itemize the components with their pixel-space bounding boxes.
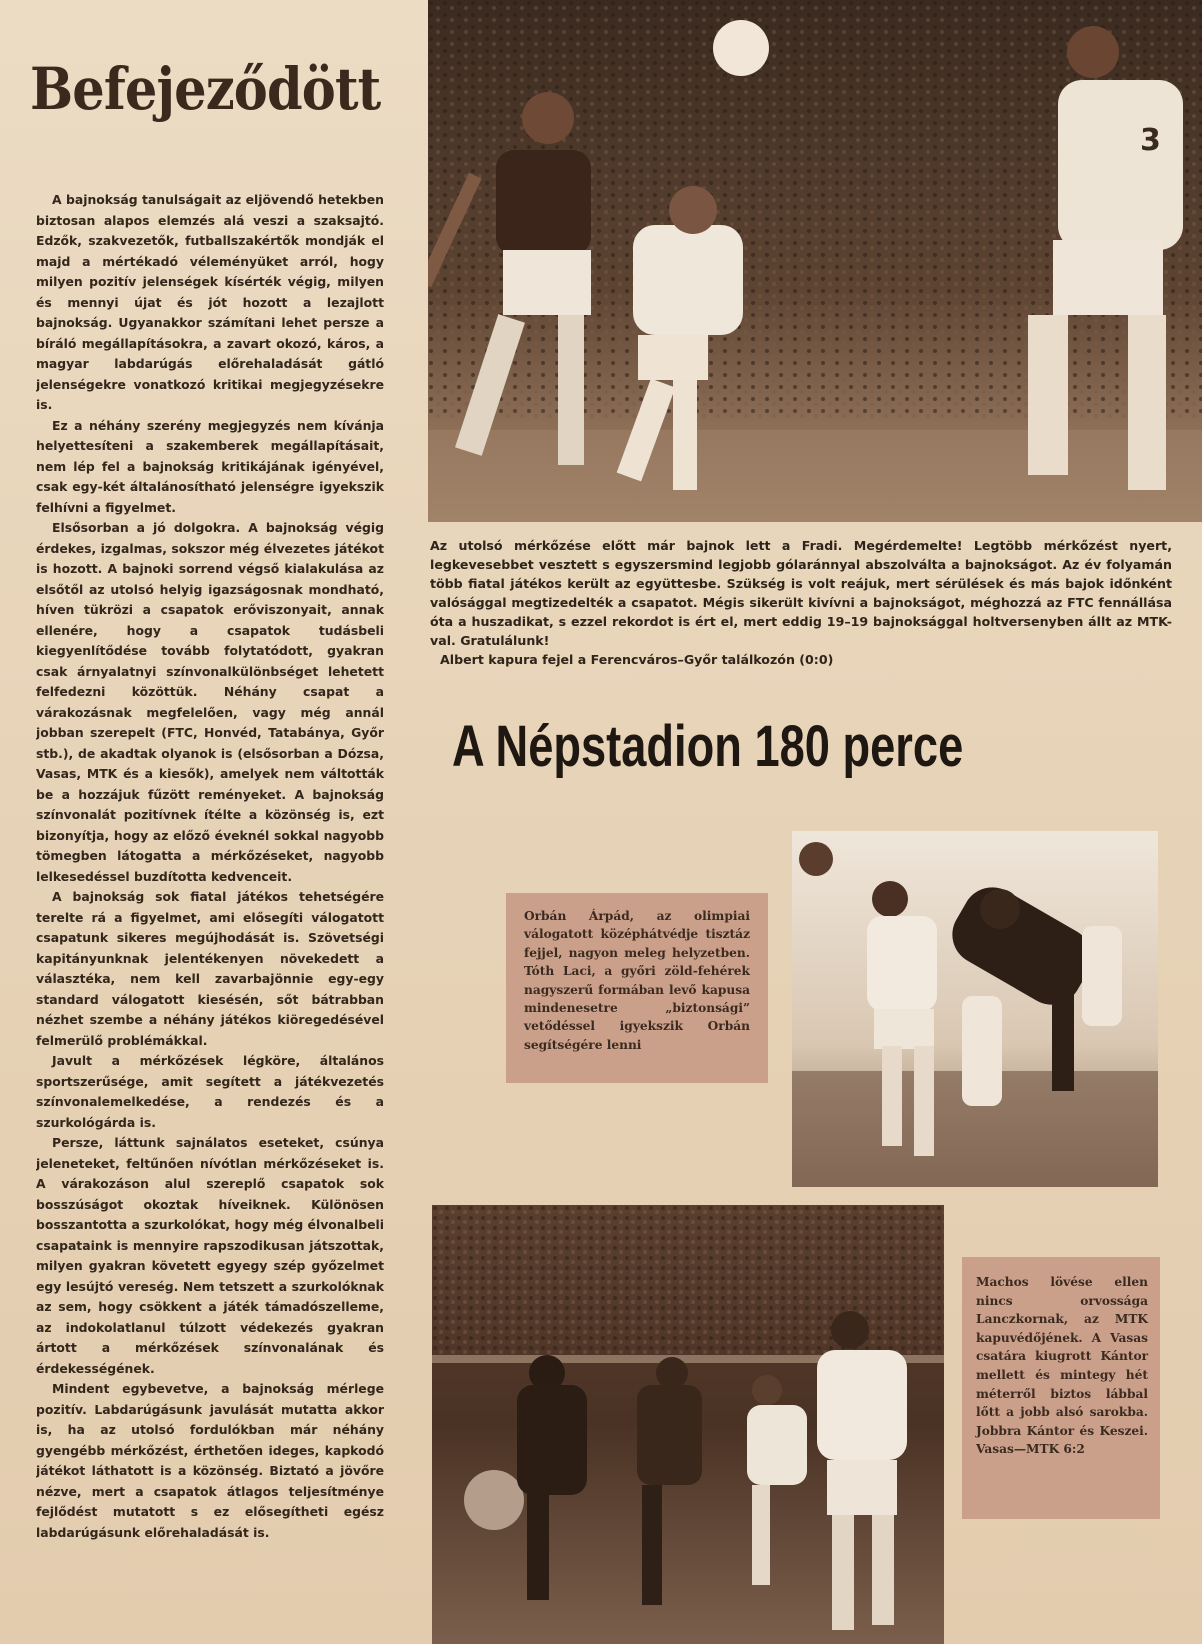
article-paragraph: Persze, láttunk sajnálatos eseteket, csúnya jeleneteket, feltűnően nívótlan mérkőzéseket is. A várakozáson alul szereplő csapatok sok bosszúságot okoztak híveiknek. Különösen bosszantotta a szurkolókat, hogy még élvonalbeli csapataink is mennyire rapszodikusan játszottak, milyen gyakran követett egyegy szép győzelmet egy lesújtó vereség. Nem tetszett a szurkolóknak az sem, hogy csökkent a játék támadószelleme, az indokolatlanul túlzott védekezés gyakran ártott a mérkőzések színvonalának és érdekességének. <box>36 1135 384 1376</box>
article-headline: Befejeződött <box>30 55 381 123</box>
article-paragraph: A bajnokság tanulságait az eljövendő hetekben biztosan alapos elemzés alá veszi a szaksajtó. Edzők, szakvezetők, futballszakértők mondják el majd a mértékadó véleményüket arról, hogy milyen pozitív jelenségek kísérték végig, milyen és mennyi újat és jót hozott a lezajlott bajnokság. Ugyanakkor számítani lehet persze a bíráló megállapításokra, a zavart okozó, káros, a magyar labdarúgás előrehaladását gátló jelenségekre vonatkozó kritikai megjegyzésekre is. <box>36 192 384 412</box>
photo-vasas-mtk <box>432 1205 944 1644</box>
bottom-photo-caption: Machos lövése ellen nincs orvossága Lanczkornak, az MTK kapuvédőjének. A Vasas csatára kiugrott Kántor mellett és mintegy hét méterről biztos lábbal lőtt a jobb alsó sarokba. Jobbra Kántor és Keszei. Vasas—MTK 6:2 <box>962 1257 1160 1519</box>
photo-ferencvaros-gyor <box>428 0 1202 522</box>
article-paragraph: Elsősorban a jó dolgokra. A bajnokság végig érdekes, izgalmas, sokszor még élvezetes játékot is hozott. A bajnoki sorrend végső kialakulása az elsőtől az utolsó helyig igazságosnak mondható, híven tükrözi a csapatok erőviszonyait, annak ellenére, hogy a csapatok tudásbeli kiegyenlítődése tovább folytatódott, gyakran csak árnyalatnyi színvonalkülönbséget lehetett felfedezni közöttük. Néhány csapat a várakozásnak megfelelően, vagy még annál jobban szerepelt (FTC, Honvéd, Tatabánya, Győr stb.), de akadtak olyanok is (elsősorban a Dózsa, Vasas, MTK és a kiesők), amelyek nem váltották be a hozzájuk fűzött reményeket. A bajnokság színvonalát pozitívnek ítélte a közönség is, ezt bizonyítja, hogy az előző éveknél sokkal nagyobb tömegben látogatta a mérkőzéseket, nagyobb lelkesedéssel buzdította kedvenceit. <box>36 520 384 884</box>
shirt-number: 3 <box>1140 123 1161 158</box>
article-paragraph: Ez a néhány szerény megjegyzés nem kívánja helyettesíteni a szakemberek megállapításait, nem lép fel a bajnokság kritikájának igényével, csak egy-két általánosítható jelenségre igyekszik felhívni a figyelmet. <box>36 417 384 515</box>
top-caption-credit: Albert kapura fejel a Ferencváros–Győr találkozón (0:0) <box>440 652 834 667</box>
top-photo-caption <box>430 536 1172 669</box>
article-paragraph: Mindent egybevetve, a bajnokság mérlege pozitív. Labdarúgásunk javulását mutatta akkor is, ha az utolsó fordulókban már néhány gyengébb mérkőzést, érthetően ideges, kapkodó játékot láthatott is a közönség. Biztató a jövőre nézve, mert a csapatok átlagos teljesítménye fejlődést mutatott s ez elősegítheti egész labdarúgásunk előrehaladását is. <box>36 1381 384 1540</box>
mid-photo-caption: Orbán Árpád, az olimpiai válogatott középhátvédje tisztáz fejjel, nagyon meleg helyzetben. Tóth Laci, a győri zöld-fehérek nagyszerű formában levő kapusa mindenesetre „biztonsági” vetődéssel igyekszik Orbán segítségére lenni <box>506 893 768 1083</box>
top-caption-text: Az utolsó mérkőzése előtt már bajnok lett a Fradi. Megérdemelte! Legtöbb mérkőzést nyert, legkevesebbet vesztett s egyszersmind legjobb gólaránnyal abszolválta a bajnokságot. Az év folyamán több fiatal játékos került az együttesbe. Szükség is volt reájuk, mert sérülések és más bajok időnként valósággal megtizedelték a csapatot. Mégis sikerült kivívni a bajnokságot, méghozzá az FTC fennállása óta a huszadikat, s ezzel rekordot is ért el, mert eddig 19–19 bajnoksággal holtversenyben állt az MTK-val. Gratulálunk! <box>430 538 1172 648</box>
article-body <box>36 190 384 1630</box>
section-title: A Népstadion 180 perce <box>452 714 964 779</box>
article-paragraph: Javult a mérkőzések légköre, általános sportszerűsége, amit segített a játékvezetés színvonalemelkedése, a rendezés és a szurkológárda is. <box>36 1053 384 1130</box>
article-paragraph: A bajnokság sok fiatal játékos tehetségére terelte rá a figyelmet, ami elősegíti válogatott csapatunk sikeres megújhodását is. Szövetségi kapitányunknak jelentékenyen növekedett a választéka, nem kell zavarbajönnie egy-egy standard válogatott kiesésén, sőt bátrabban nézhet szembe a néhány játékos kiöregedésével felmerülő problémákkal. <box>36 889 384 1048</box>
photo-orban-header <box>792 831 1158 1187</box>
